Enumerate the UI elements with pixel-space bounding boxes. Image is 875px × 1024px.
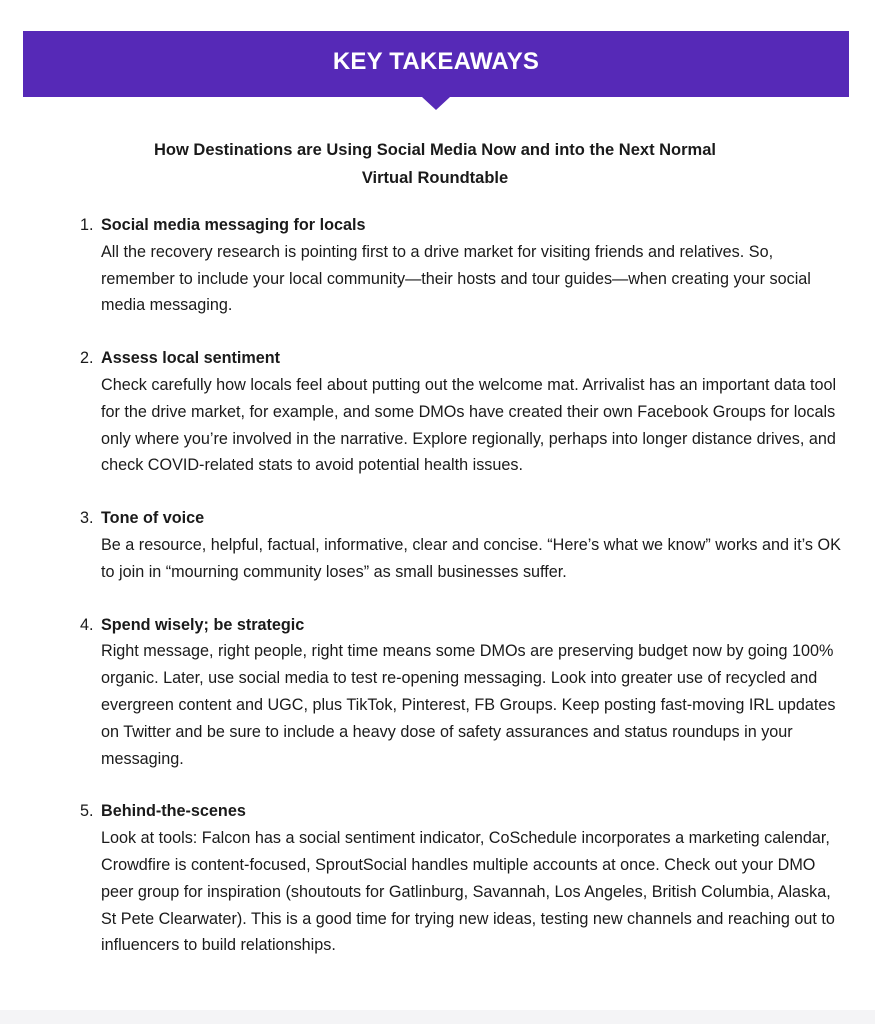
bottom-edge <box>0 1010 875 1024</box>
subtitle-line-2: Virtual Roundtable <box>361 169 509 187</box>
takeaway-number: 2. <box>80 349 94 368</box>
takeaways-list <box>80 212 850 985</box>
takeaway-heading: Behind-the-scenes <box>101 802 246 821</box>
takeaway-item-3 <box>80 505 850 585</box>
banner-title: KEY TAKEAWAYS <box>332 48 540 75</box>
takeaway-item-5 <box>80 798 850 959</box>
takeaway-heading: Assess local sentiment <box>101 349 281 368</box>
takeaway-item-2 <box>80 345 850 479</box>
subtitle-line-1: How Destinations are Using Social Media Now and into the Next Normal <box>153 141 716 159</box>
takeaway-number: 3. <box>80 509 94 528</box>
takeaway-item-4 <box>80 612 850 773</box>
takeaway-item-1 <box>80 212 850 319</box>
takeaway-heading: Tone of voice <box>101 509 205 528</box>
banner-notch-arrow <box>422 97 450 110</box>
takeaway-body: Be a resource, helpful, factual, informative, clear and concise. “Here’s what we know” works and it’s OK to join in “mourning community loses” as small businesses suffer. <box>101 535 841 581</box>
key-takeaways-banner <box>23 31 849 97</box>
takeaway-body: Look at tools: Falcon has a social sentiment indicator, CoSchedule incorporates a marketing calendar, Crowdfire is content-focused, SproutSocial handles multiple accounts at once. Check out your DMO peer group for inspiration (shoutouts for Gatlinburg, Savannah, Los Angeles, British Columbia, Alaska, St Pete Clearwater). This is a good time for trying new ideas, testing new channels and reaching out to influencers to build relationships. <box>101 829 835 955</box>
takeaway-body: Check carefully how locals feel about putting out the welcome mat. Arrivalist has an important data tool for the drive market, for example, and some DMOs have created their own Facebook Groups for locals only where you’re involved in the narrative. Explore regionally, perhaps into longer distance drives, and check COVID-related stats to avoid potential health issues. <box>101 375 837 475</box>
takeaway-body: Right message, right people, right time means some DMOs are preserving budget now by going 100% organic. Later, use social media to test re-opening messaging. Look into greater use of recycled and evergreen content and UGC, plus TikTok, Pinterest, FB Groups. Keep posting fast-moving IRL updates on Twitter and be sure to include a heavy dose of safety assurances and status roundups in your messaging. <box>101 642 836 768</box>
takeaway-body: All the recovery research is pointing first to a drive market for visiting friends and relatives. So, remember to include your local community—their hosts and tour guides—when creating your social media messaging. <box>101 242 811 315</box>
takeaway-number: 4. <box>80 615 94 634</box>
takeaway-number: 5. <box>80 802 94 821</box>
takeaway-heading: Spend wisely; be strategic <box>101 615 305 634</box>
takeaway-heading: Social media messaging for locals <box>101 216 366 234</box>
takeaway-number: 1. <box>80 216 94 234</box>
